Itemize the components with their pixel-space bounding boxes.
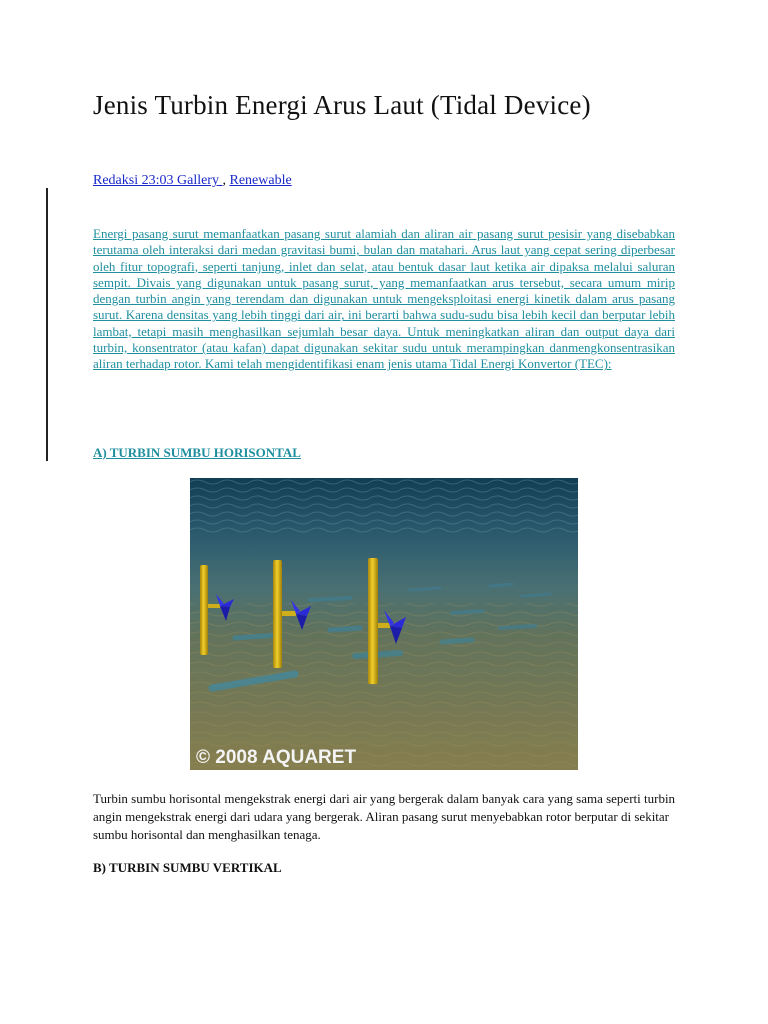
intro-paragraph[interactable]: Energi pasang surut memanfaatkan pasang surut alamiah dan aliran air pasang surut pesisir yang disebabkan terutama oleh interaksi dari medan gravitasi bumi, bulan dan matahari. Arus laut yang cepat sering diperbesar oleh fitur topografi, seperti tanjung, inlet dan selat, atau bentuk dasar laut ketika air dipaksa melalui saluran sempit. Divais yang digunakan untuk pasang surut, yang memanfaatkan arus tersebut, secara umum mirip dengan turbin angin yang terendam dan digunakan untuk mengeksploitasi energi kinetik dalam arus pasang surut. Karena densitas yang lebih tinggi dari air, ini berarti bahwa sudu-sudu bisa lebih kecil dan berputar lebih lambat, tetapi masih menghasilkan sejumlah besar daya. Untuk meningkatkan aliran dan output daya dari turbin, konsentrator (atau kafan) dapat digunakan sekitar sudu untuk merampingkan danmengkonsentrasikan aliran terhadap rotor. Kami telah mengidentifikasi enam jenis utama Tidal Energi Konvertor (TEC): [93, 226, 675, 372]
article-title: Jenis Turbin Energi Arus Laut (Tidal Device) [93, 90, 591, 120]
tidal-turbine-image [190, 478, 578, 770]
meta-separator: , [222, 173, 226, 188]
author-time-link[interactable]: Redaksi 23:03 Gallery [93, 173, 223, 188]
section-b-heading: B) TURBIN SUMBU VERTIKAL [93, 860, 282, 875]
category-link[interactable]: Renewable [229, 173, 292, 188]
section-a-heading[interactable]: A) TURBIN SUMBU HORISONTAL [93, 445, 301, 460]
article-meta [93, 172, 292, 190]
section-a-text: Turbin sumbu horisontal mengekstrak energi dari air yang bergerak dalam banyak cara yang sama seperti turbin angin mengekstrak energi dari udara yang bergerak. Aliran pasang surut menyebabkan rotor berputar di sekitar sumbu horisontal dan menghasilkan tenaga. [93, 791, 676, 842]
image-copyright-caption: © 2008 AQUARET [196, 747, 357, 768]
left-margin-rule [46, 188, 48, 461]
water-surface [190, 478, 578, 533]
